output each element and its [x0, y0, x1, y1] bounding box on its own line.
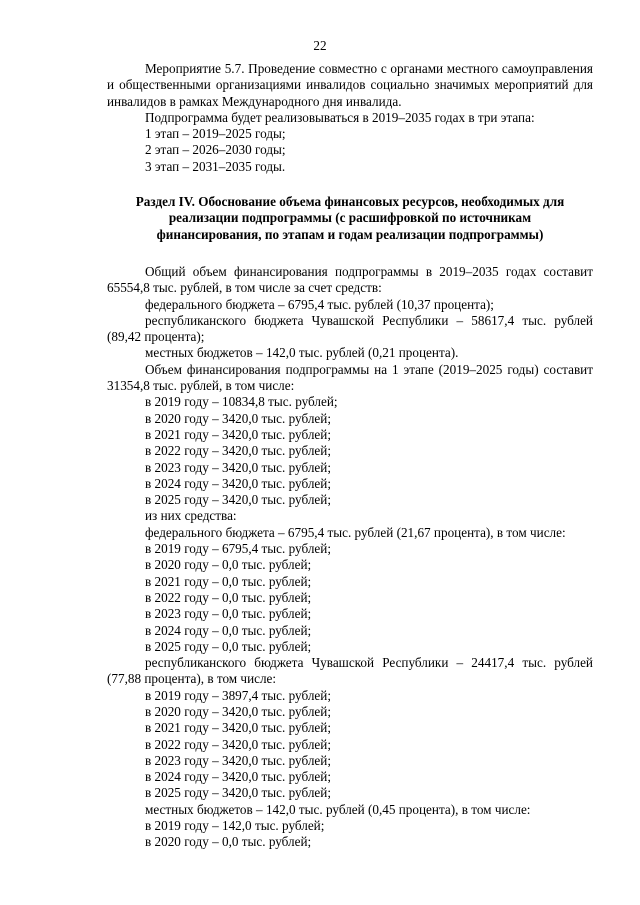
year-line: в 2025 году – 3420,0 тыс. рублей;: [145, 492, 331, 508]
year-line: в 2023 году – 3420,0 тыс. рублей;: [145, 459, 331, 475]
page-number: 22: [313, 38, 327, 53]
year-line: в 2021 году – 0,0 тыс. рублей;: [145, 573, 312, 589]
year-line: в 2022 году – 3420,0 тыс. рублей;: [145, 443, 331, 459]
paragraph-stage1-financing: Объем финансирования подпрограммы на 1 этапе (2019–2025 годы) составит 31354,8 тыс. рублей, в том числе:: [107, 361, 593, 394]
funding-line: местных бюджетов – 142,0 тыс. рублей (0,45 процента), в том числе:: [145, 801, 531, 817]
year-line: в 2024 году – 0,0 тыс. рублей;: [145, 622, 312, 638]
year-line: в 2019 году – 6795,4 тыс. рублей;: [145, 541, 331, 557]
year-line: в 2019 году – 10834,8 тыс. рублей;: [145, 394, 338, 410]
year-line: в 2020 году – 0,0 тыс. рублей;: [145, 834, 312, 850]
funding-line: из них средства:: [145, 508, 237, 524]
stage-line: 2 этап – 2026–2030 годы;: [145, 142, 286, 158]
year-line: в 2020 году – 3420,0 тыс. рублей;: [145, 703, 331, 719]
year-line: в 2020 году – 0,0 тыс. рублей;: [145, 557, 312, 573]
year-line: в 2022 году – 3420,0 тыс. рублей;: [145, 736, 331, 752]
paragraph-total-financing: Общий объем финансирования подпрограммы в 2019–2035 годах составит 65554,8 тыс. рублей, в том числе за счет средств:: [107, 263, 593, 296]
year-line: в 2019 году – 142,0 тыс. рублей;: [145, 818, 325, 834]
year-line: в 2023 году – 3420,0 тыс. рублей;: [145, 752, 331, 768]
year-line: в 2021 году – 3420,0 тыс. рублей;: [145, 720, 331, 736]
year-line: в 2025 году – 3420,0 тыс. рублей;: [145, 785, 331, 801]
year-line: в 2024 году – 3420,0 тыс. рублей;: [145, 475, 331, 491]
year-line: в 2025 году – 0,0 тыс. рублей;: [145, 638, 312, 654]
year-line: в 2023 году – 0,0 тыс. рублей;: [145, 606, 312, 622]
paragraph-stages-intro: Подпрограмма будет реализовываться в 2019–2035 годах в три этапа:: [145, 109, 535, 125]
funding-line: федерального бюджета – 6795,4 тыс. рублей (10,37 процента);: [145, 296, 494, 312]
year-line: в 2024 году – 3420,0 тыс. рублей;: [145, 769, 331, 785]
stage-line: 3 этап – 2031–2035 годы.: [145, 158, 286, 174]
year-line: в 2022 году – 0,0 тыс. рублей;: [145, 589, 312, 605]
paragraph-measure-5-7: Мероприятие 5.7. Проведение совместно с органами местного самоуправления и общественными организациями инвалидов социально значимых мероприятий для инвалидов в рамках Международного дня инвалида.: [107, 61, 593, 109]
document-body: [107, 61, 593, 851]
section-heading: Раздел IV. Обоснование объема финансовых ресурсов, необходимых для реализации подпрограммы (с расшифровкой по источникам финансирования, по этапам и годам реализации подпрограммы): [135, 194, 565, 242]
funding-line: республиканского бюджета Чувашской Республики – 24417,4 тыс. рублей (77,88 процента), в том числе:: [107, 655, 593, 687]
funding-line: федерального бюджета – 6795,4 тыс. рублей (21,67 процента), в том числе:: [145, 524, 566, 540]
year-line: в 2020 году – 3420,0 тыс. рублей;: [145, 410, 331, 426]
year-line: в 2019 году – 3897,4 тыс. рублей;: [145, 687, 331, 703]
funding-line: местных бюджетов – 142,0 тыс. рублей (0,21 процента).: [145, 345, 459, 361]
funding-line: республиканского бюджета Чувашской Республики – 58617,4 тыс. рублей (89,42 процента);: [107, 312, 593, 345]
year-line: в 2021 году – 3420,0 тыс. рублей;: [145, 426, 331, 442]
stage-line: 1 этап – 2019–2025 годы;: [145, 126, 286, 142]
